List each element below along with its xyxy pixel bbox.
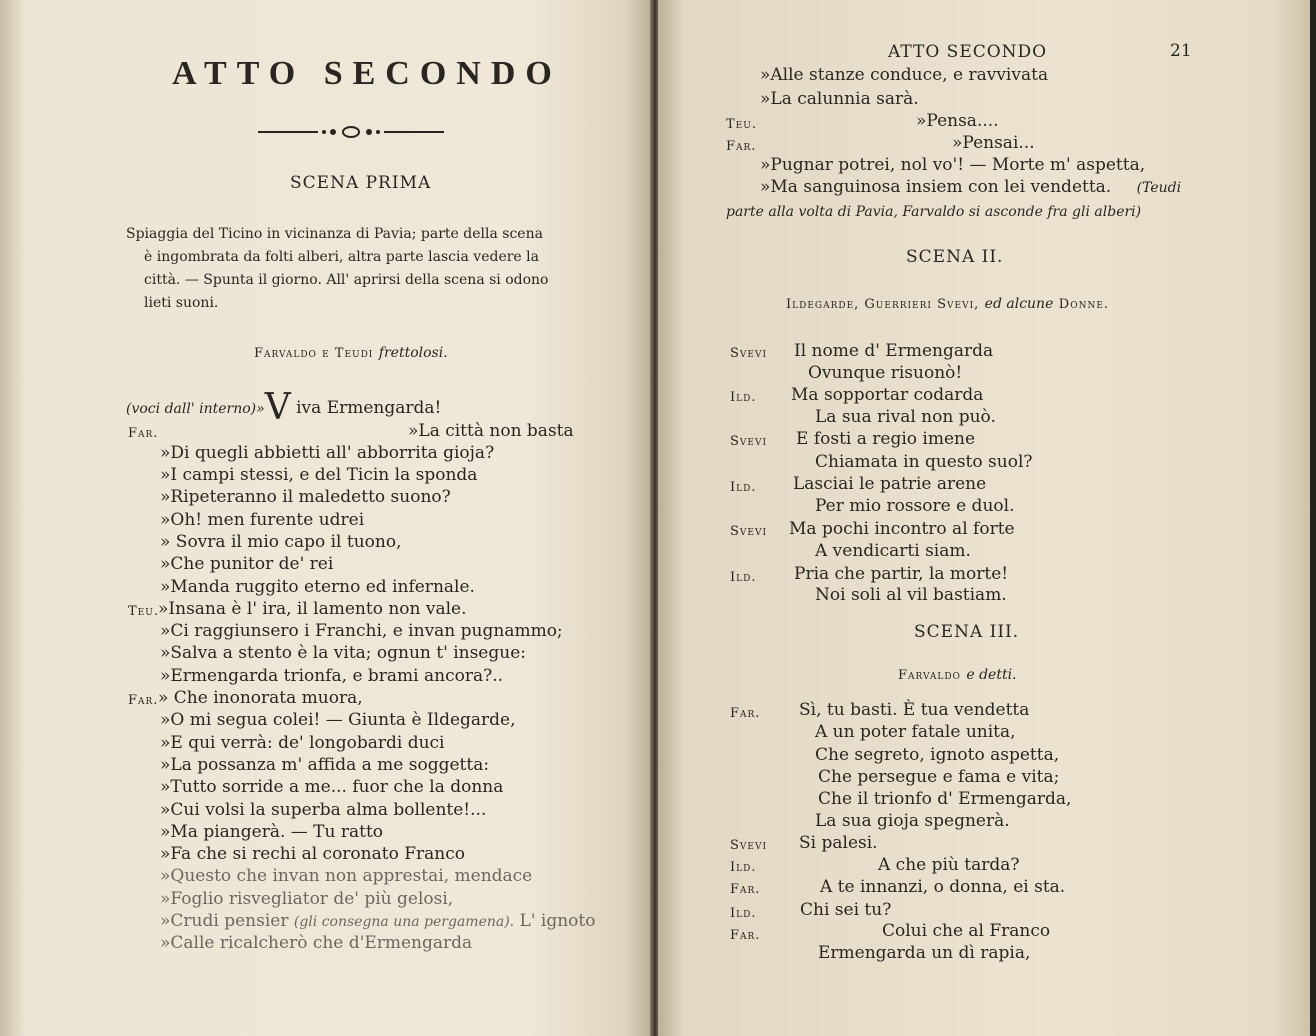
verse-line: Ma sopportar codarda <box>791 385 984 405</box>
speaker-ild: Ild. <box>730 860 757 875</box>
ornament-divider <box>258 124 444 140</box>
right-page <box>658 0 1310 1036</box>
characters-connector: e detti. <box>966 667 1017 683</box>
verse-line: »La città non basta <box>408 421 574 441</box>
characters-connector: ed alcune <box>984 296 1054 312</box>
verse-line: »Ma piangerà. — Tu ratto <box>160 822 384 842</box>
verse-line: »Ripeteranno il maledetto suono? <box>160 487 451 507</box>
speaker-svevi: Svevi <box>730 524 768 539</box>
verse-line: »Ermengarda trionfa, e brami ancora?.. <box>160 666 504 686</box>
verse-line: La sua gioja spegnerà. <box>815 811 1010 831</box>
verse-line: »Cui volsi la superba alma bollente!... <box>160 800 487 820</box>
speaker-far: Far. <box>730 706 761 721</box>
verse-line: Che persegue e fama e vita; <box>818 767 1060 787</box>
scene-heading: SCENA PRIMA <box>290 173 432 193</box>
verse-line: »E qui verrà: de' longobardi duci <box>160 733 445 753</box>
verse-line: A te innanzi, o donna, ei sta. <box>820 877 1066 897</box>
verse-line: »Pensai... <box>952 133 1035 153</box>
verse-text: L' ignoto <box>519 911 596 931</box>
verse-line: Ovunque risuonò! <box>808 363 963 383</box>
speaker-ild: Ild. <box>730 570 757 585</box>
voci-text: iva Ermengarda! <box>296 398 442 418</box>
speaker-far: Far. <box>730 928 761 943</box>
verse-line: E fosti a regio imene <box>796 429 976 449</box>
characters-names: Farvaldo <box>898 668 961 683</box>
verse-line: A un poter fatale unita, <box>815 722 1016 742</box>
characters-line <box>786 293 1109 315</box>
verse-line: »La possanza m' affida a me soggetta: <box>160 755 490 775</box>
description-line-4: lieti suoni. <box>144 295 219 311</box>
speaker-teu: Teu. <box>726 117 757 132</box>
verse-line: Chi sei tu? <box>800 900 892 920</box>
verse-line: »Che punitor de' rei <box>160 554 334 574</box>
verse-line: Lasciai le patrie arene <box>793 474 987 494</box>
stage-direction: parte alla volta di Pavia, Farvaldo si asconde fra gli alberi) <box>726 204 1142 220</box>
verse-line: »Pensa.... <box>916 111 999 131</box>
speaker-svevi: Svevi <box>730 838 768 853</box>
speaker-ild: Ild. <box>730 906 757 921</box>
speaker-ild: Ild. <box>730 480 757 495</box>
verse-line: Il nome d' Ermengarda <box>794 341 994 361</box>
voci-line <box>126 387 442 428</box>
verse-line: »Fa che si rechi al coronato Franco <box>160 844 465 864</box>
stage-direction: (gli consegna una pergamena). <box>293 914 515 930</box>
verse-line: A che più tarda? <box>878 855 1020 875</box>
page-number: 21 <box>1170 41 1192 61</box>
verse-line: »Manda ruggito eterno ed infernale. <box>160 577 475 597</box>
verse-line: »Calle ricalcherò che d'Ermengarda <box>160 933 473 953</box>
characters-names: Ildegarde, Guerrieri Svevi, <box>786 297 980 312</box>
act-title: ATTO SECONDO <box>172 55 562 92</box>
verse-line: Noi soli al vil bastiam. <box>815 585 1007 605</box>
verse-line <box>760 177 1181 198</box>
verse-line: »Foglio risvegliator de' più gelosi, <box>160 889 454 909</box>
verse-line: »Insana è l' ira, il lamento non vale. <box>158 599 467 619</box>
verse-line: A vendicarti siam. <box>815 541 971 561</box>
characters-names: Farvaldo e Teudi <box>254 346 374 361</box>
verse-line: Chiamata in questo suol? <box>815 452 1033 472</box>
characters-direction: frettolosi. <box>378 345 448 361</box>
speaker-far: Far. <box>726 139 757 154</box>
description-line-3: città. — Spunta il giorno. All' aprirsi della scena si odono <box>144 272 549 288</box>
characters-names: Donne. <box>1058 297 1110 312</box>
verse-line: Che il trionfo d' Ermengarda, <box>818 789 1072 809</box>
verse-line: La sua rival non può. <box>815 407 996 427</box>
running-header: ATTO SECONDO <box>888 42 1048 62</box>
verse-line: » Che inonorata muora, <box>158 688 363 708</box>
verse-line: »Di quegli abbietti all' abborrita gioja? <box>160 443 495 463</box>
speaker-far: Far. <box>730 882 761 897</box>
verse-line: »Questo che invan non apprestai, mendace <box>160 866 533 886</box>
verse-line: Per mio rossore e duol. <box>815 496 1015 516</box>
scene-heading: SCENA II. <box>906 247 1004 267</box>
verse-line <box>160 911 595 932</box>
speaker-svevi: Svevi <box>730 434 768 449</box>
verse-line: Si palesi. <box>799 833 878 853</box>
scene-heading: SCENA III. <box>914 622 1020 642</box>
speaker-teu: Teu. <box>128 604 159 619</box>
speaker-ild: Ild. <box>730 390 757 405</box>
stage-direction: (Teudi <box>1136 180 1182 196</box>
verse-line: »Pugnar potrei, nol vo'! — Morte m' aspetta, <box>760 155 1146 175</box>
verse-line: Che segreto, ignoto aspetta, <box>815 745 1060 765</box>
voci-direction: (voci dall' interno)» <box>126 401 265 417</box>
description-line-2: è ingombrata da folti alberi, altra parte lascia vedere la <box>144 249 539 265</box>
verse-line: »I campi stessi, e del Ticin la sponda <box>160 465 478 485</box>
verse-line: »Tutto sorride a me... fuor che la donna <box>160 777 504 797</box>
verse-line: »La calunnia sarà. <box>760 89 919 109</box>
speaker-far: Far. <box>128 693 159 708</box>
speaker-far: Far. <box>128 426 159 441</box>
verse-line: » Sovra il mio capo il tuono, <box>160 532 402 552</box>
drop-capital: V <box>264 387 291 428</box>
verse-line: »Oh! men furente udrei <box>160 510 365 530</box>
characters-line <box>254 342 448 364</box>
left-page <box>0 0 652 1036</box>
verse-line: Colui che al Franco <box>882 921 1051 941</box>
verse-text: »Ma sanguinosa insiem con lei vendetta. <box>760 177 1112 197</box>
verse-line: Sì, tu basti. È tua vendetta <box>799 700 1030 720</box>
book-edge <box>1310 0 1316 1036</box>
characters-line <box>898 664 1017 686</box>
verse-text: »Crudi pensier <box>160 911 289 931</box>
description-line-1: Spiaggia del Ticino in vicinanza di Pavia; parte della scena <box>126 226 543 242</box>
verse-line: »Alle stanze conduce, e ravvivata <box>760 65 1049 85</box>
verse-line: Ma pochi incontro al forte <box>789 519 1015 539</box>
verse-line: Ermengarda un dì rapia, <box>818 943 1031 963</box>
verse-line: »Ci raggiunsero i Franchi, e invan pugnammo; <box>160 621 563 641</box>
speaker-svevi: Svevi <box>730 346 768 361</box>
verse-line: »O mi segua colei! — Giunta è Ildegarde, <box>160 710 516 730</box>
verse-line: Pria che partir, la morte! <box>794 564 1009 584</box>
verse-line: »Salva a stento è la vita; ognun t' insegue: <box>160 643 526 663</box>
